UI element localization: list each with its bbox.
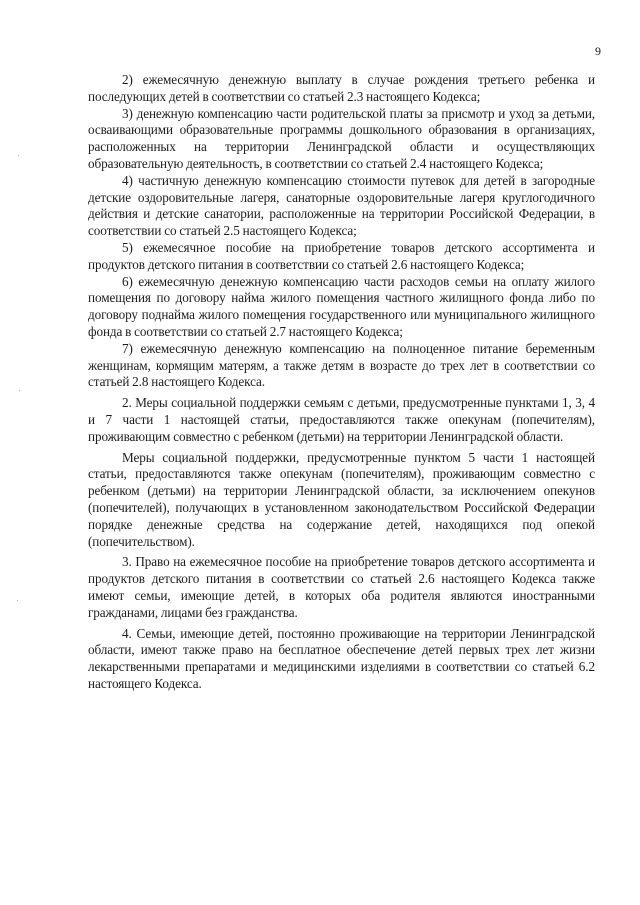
page-number: 9 bbox=[595, 44, 601, 58]
paragraph-part-2: 2. Меры социальной поддержки семьям с детьми, предусмотренные пунктами 1, 3, 4 и 7 части 1 настоящей статьи, предоставляются также опекунам (попечителям), проживающим совместно с ребенком (детьми) на территории Ленинградской области. bbox=[88, 395, 595, 444]
paragraph-item-2: 2) ежемесячную денежную выплату в случае рождения третьего ребенка и последующих детей в соответствии со статьей 2.3 настоящего Кодекса; bbox=[88, 72, 595, 104]
paragraph-item-4: 4) частичную денежную компенсацию стоимости путевок для детей в загородные детские оздоровительные лагеря, санаторные оздоровительные лагеря круглогодичного действия и детские санатории, расположенные на территории Российской Федерации, в соответствии со статьей 2.5 настоящего Кодекса; bbox=[88, 172, 595, 239]
paragraph-part-2-extension: Меры социальной поддержки, предусмотренные пунктом 5 части 1 настоящей статьи, предоставляются также опекунам (попечителям), проживающим совместно с ребенком (детьми) на территории Ленинградской области, за исключением опекунов (попечителей), получающих в установленном законодательством Российской Федерации порядке денежные средства на содержание детей, находящихся под опекой (попечительством). bbox=[88, 449, 595, 549]
paragraph-item-7: 7) ежемесячную денежную компенсацию на полноценное питание беременным женщинам, кормящим матерям, а также детям в возрасте до трех лет в соответствии со статьей 2.8 настоящего Кодекса. bbox=[88, 340, 595, 390]
paragraph-part-4: 4. Семьи, имеющие детей, постоянно проживающие на территории Ленинградской области, имеют также право на бесплатное обеспечение детей первых трех лет жизни лекарственными препаратами и медицинскими изделиями в соответствии со статьей 6.2 настоящего Кодекса. bbox=[88, 625, 595, 691]
scan-speck bbox=[17, 600, 18, 601]
paragraph-item-3: 3) денежную компенсацию части родительской платы за присмотр и уход за детьми, осваивающими образовательные программы дошкольного образования в организациях, расположенных на территории Ленинградской области и осуществляющих образовательную деятельность, в соответствии со статьей 2.4 настоящего Кодекса; bbox=[88, 105, 595, 171]
paragraph-item-5: 5) ежемесячное пособие на приобретение товаров детского ассортимента и продуктов детского питания в соответствии со статьей 2.6 настоящего Кодекса; bbox=[88, 239, 595, 272]
scan-speck bbox=[18, 155, 19, 156]
document-body bbox=[88, 72, 595, 693]
scan-speck bbox=[19, 390, 20, 391]
paragraph-part-3: 3. Право на ежемесячное пособие на приобретение товаров детского ассортимента и продуктов детского питания в соответствии со статьей 2.6 настоящего Кодекса также имеют семьи, имеющие детей, в которых оба родителя являются иностранными гражданами, лицами без гражданства. bbox=[88, 554, 595, 620]
paragraph-item-6: 6) ежемесячную денежную компенсацию части расходов семьи на оплату жилого помещения по договору найма жилого помещения частного жилищного фонда либо по договору поднайма жилого помещения государственного или муниципального жилищного фонда в соответствии со статьей 2.7 настоящего Кодекса; bbox=[88, 273, 595, 339]
